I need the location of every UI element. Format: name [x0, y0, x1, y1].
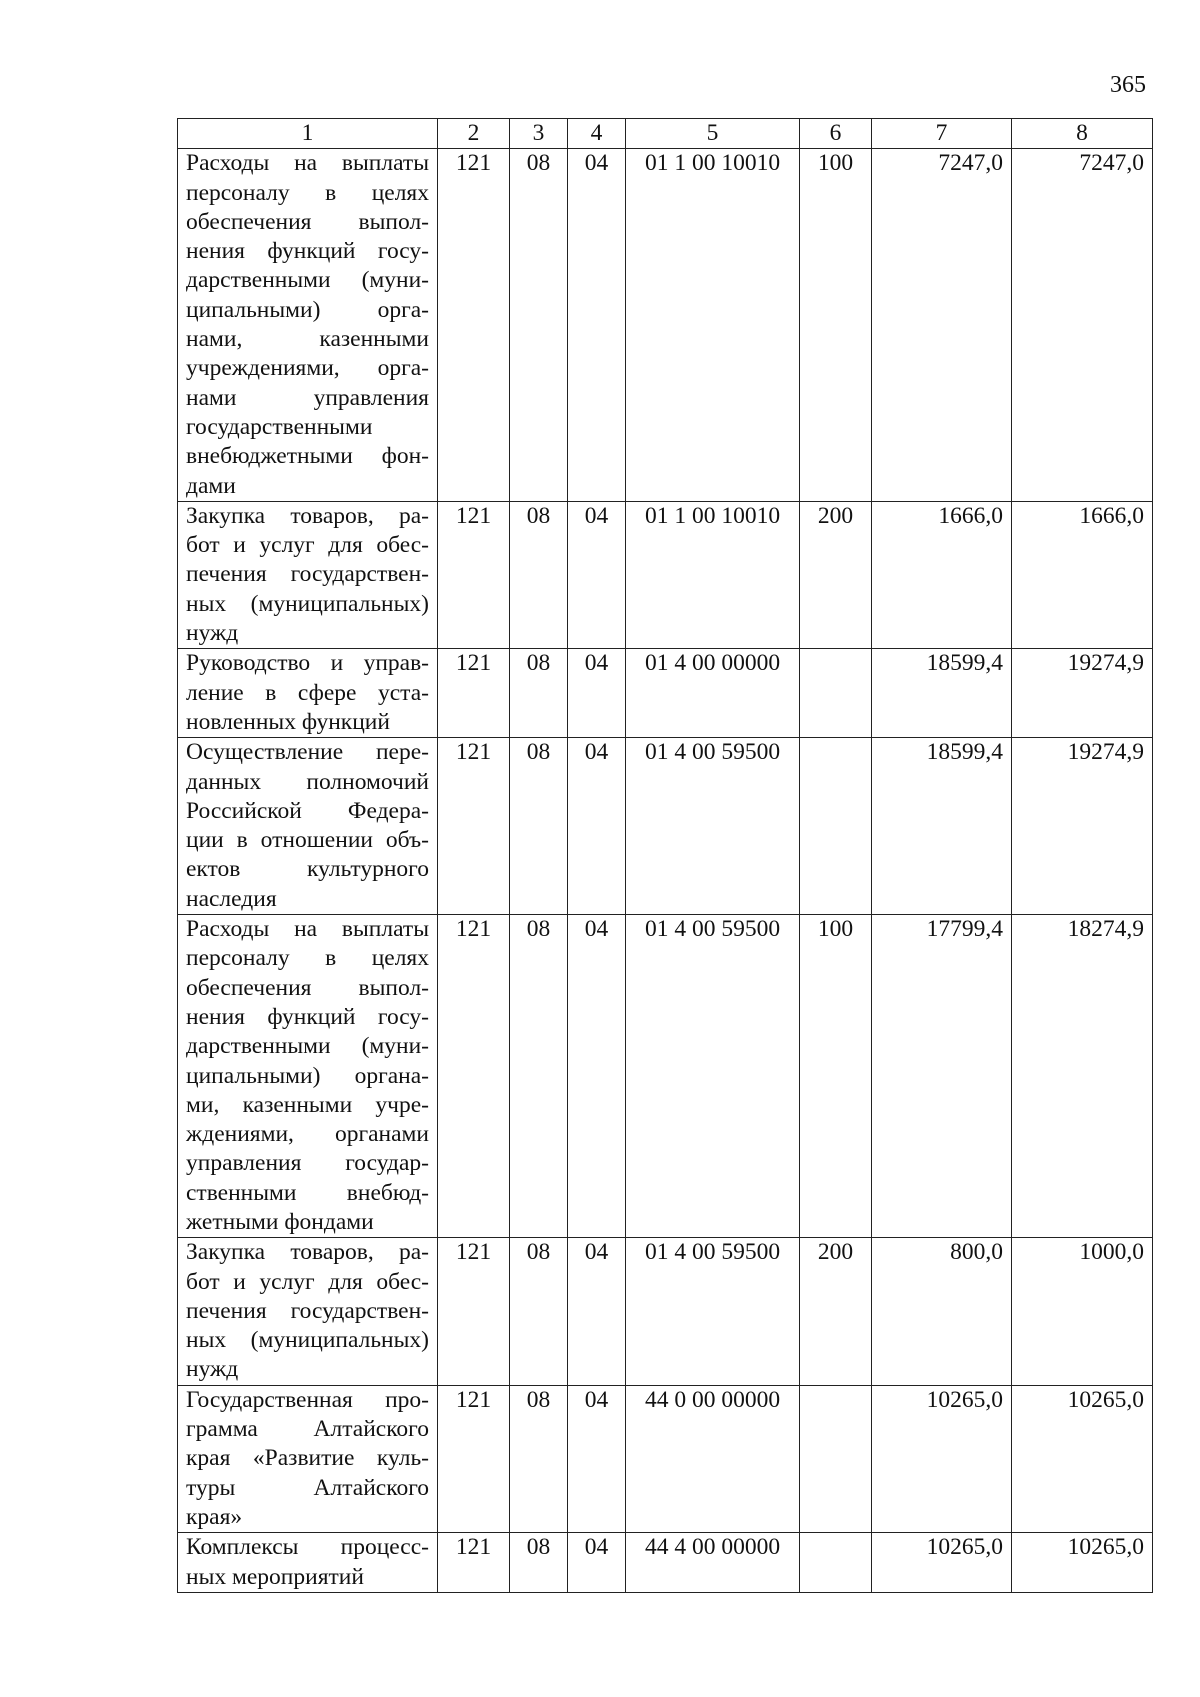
description-line: Комплексы процесс-	[186, 1534, 429, 1561]
table-row	[178, 649, 1153, 738]
description-line: Государственная про-	[186, 1386, 429, 1413]
section-cell: 08	[510, 649, 568, 738]
amount-cell-year2: 10265,0	[1012, 1385, 1153, 1532]
description-line: нами управления	[186, 384, 429, 411]
row-description	[178, 501, 438, 648]
code-cell: 121	[438, 149, 510, 502]
description-line: ление в сфере уста-	[186, 679, 429, 706]
description-line: печения государствен-	[186, 1297, 429, 1324]
description-line: нения функций госу-	[186, 1003, 429, 1030]
row-description	[178, 1385, 438, 1532]
amount-cell-year1: 18599,4	[872, 649, 1012, 738]
amount-cell-year2: 19274,9	[1012, 738, 1153, 915]
amount-cell-year1: 10265,0	[872, 1385, 1012, 1532]
description-line: нужд	[186, 1356, 239, 1383]
table-body	[178, 149, 1153, 1593]
description-line: жетными фондами	[186, 1208, 374, 1235]
target-article-cell: 01 1 00 10010	[626, 149, 800, 502]
description-line: ждениями, органами	[186, 1121, 429, 1148]
description-line: Осуществление пере-	[186, 739, 429, 766]
description-line: учреждениями, орга-	[186, 355, 429, 382]
table-row	[178, 149, 1153, 502]
expense-type-cell	[800, 738, 872, 915]
description-line: управления государ-	[186, 1150, 429, 1177]
section-cell: 08	[510, 738, 568, 915]
description-line: дарственными (муни-	[186, 267, 429, 294]
row-description	[178, 738, 438, 915]
row-description	[178, 149, 438, 502]
description-line: внебюджетными фон-	[186, 443, 429, 470]
description-line: Закупка товаров, ра-	[186, 502, 429, 529]
expense-type-cell: 100	[800, 915, 872, 1238]
amount-cell-year1: 18599,4	[872, 738, 1012, 915]
subsection-cell: 04	[568, 1238, 626, 1385]
amount-cell-year1: 1666,0	[872, 501, 1012, 648]
section-cell: 08	[510, 915, 568, 1238]
column-header: 7	[872, 119, 1012, 149]
description-line: края»	[186, 1503, 243, 1530]
target-article-cell: 44 4 00 00000	[626, 1533, 800, 1593]
column-header: 4	[568, 119, 626, 149]
subsection-cell: 04	[568, 738, 626, 915]
expense-type-cell	[800, 1533, 872, 1593]
description-line: Закупка товаров, ра-	[186, 1239, 429, 1266]
target-article-cell: 01 4 00 59500	[626, 915, 800, 1238]
description-line: наследия	[186, 885, 277, 912]
description-line: ных (муниципальных)	[186, 590, 429, 617]
code-cell: 121	[438, 1533, 510, 1593]
amount-cell-year1: 800,0	[872, 1238, 1012, 1385]
description-line: грамма Алтайского	[186, 1416, 429, 1443]
description-line: ных мероприятий	[186, 1563, 364, 1590]
amount-cell-year1: 7247,0	[872, 149, 1012, 502]
header-row	[178, 119, 1153, 149]
row-description	[178, 915, 438, 1238]
description-line: обеспечения выпол-	[186, 974, 429, 1001]
description-line: нения функций госу-	[186, 238, 429, 265]
description-line: бот и услуг для обес-	[186, 532, 429, 559]
subsection-cell: 04	[568, 915, 626, 1238]
target-article-cell: 01 4 00 59500	[626, 738, 800, 915]
page-number: 365	[1110, 72, 1146, 98]
column-header: 3	[510, 119, 568, 149]
code-cell: 121	[438, 649, 510, 738]
target-article-cell: 44 0 00 00000	[626, 1385, 800, 1532]
target-article-cell: 01 4 00 59500	[626, 1238, 800, 1385]
description-line: обеспечения выпол-	[186, 208, 429, 235]
code-cell: 121	[438, 501, 510, 648]
description-line: дарственными (муни-	[186, 1033, 429, 1060]
row-description	[178, 1533, 438, 1593]
description-line: Расходы на выплаты	[186, 150, 429, 177]
subsection-cell: 04	[568, 1533, 626, 1593]
amount-cell-year2: 18274,9	[1012, 915, 1153, 1238]
amount-cell-year1: 10265,0	[872, 1533, 1012, 1593]
amount-cell-year2: 1000,0	[1012, 1238, 1153, 1385]
amount-cell-year2: 10265,0	[1012, 1533, 1153, 1593]
expense-type-cell: 100	[800, 149, 872, 502]
description-line: нами, казенными	[186, 326, 429, 353]
section-cell: 08	[510, 501, 568, 648]
code-cell: 121	[438, 738, 510, 915]
row-description	[178, 1238, 438, 1385]
amount-cell-year2: 7247,0	[1012, 149, 1153, 502]
description-line: ции в отношении объ-	[186, 827, 429, 854]
amount-cell-year2: 1666,0	[1012, 501, 1153, 648]
description-line: Российской Федера-	[186, 797, 429, 824]
column-header: 2	[438, 119, 510, 149]
table-row	[178, 501, 1153, 648]
subsection-cell: 04	[568, 149, 626, 502]
description-line: Руководство и управ-	[186, 650, 429, 677]
description-line: ственными внебюд-	[186, 1179, 429, 1206]
code-cell: 121	[438, 1385, 510, 1532]
table-row	[178, 738, 1153, 915]
subsection-cell: 04	[568, 649, 626, 738]
target-article-cell: 01 1 00 10010	[626, 501, 800, 648]
description-line: ципальными) органа-	[186, 1062, 429, 1089]
expense-type-cell	[800, 1385, 872, 1532]
table-row	[178, 1385, 1153, 1532]
section-cell: 08	[510, 1238, 568, 1385]
section-cell: 08	[510, 1533, 568, 1593]
expense-type-cell: 200	[800, 501, 872, 648]
expense-type-cell: 200	[800, 1238, 872, 1385]
table-row	[178, 1238, 1153, 1385]
description-line: данных полномочий	[186, 768, 429, 795]
amount-cell-year1: 17799,4	[872, 915, 1012, 1238]
description-line: бот и услуг для обес-	[186, 1268, 429, 1295]
description-line: дами	[186, 472, 236, 499]
code-cell: 121	[438, 1238, 510, 1385]
column-header: 5	[626, 119, 800, 149]
description-line: ми, казенными учре-	[186, 1091, 429, 1118]
description-line: печения государствен-	[186, 561, 429, 588]
budget-table	[177, 118, 1153, 1593]
code-cell: 121	[438, 915, 510, 1238]
row-description	[178, 649, 438, 738]
subsection-cell: 04	[568, 501, 626, 648]
section-cell: 08	[510, 1385, 568, 1532]
table-row	[178, 1533, 1153, 1593]
table-row	[178, 915, 1153, 1238]
description-line: персоналу в целях	[186, 945, 429, 972]
target-article-cell: 01 4 00 00000	[626, 649, 800, 738]
column-header: 6	[800, 119, 872, 149]
column-header: 8	[1012, 119, 1153, 149]
description-line: Расходы на выплаты	[186, 916, 429, 943]
description-line: края «Развитие куль-	[186, 1445, 429, 1472]
description-line: ных (муниципальных)	[186, 1327, 429, 1354]
amount-cell-year2: 19274,9	[1012, 649, 1153, 738]
column-header: 1	[178, 119, 438, 149]
expense-type-cell	[800, 649, 872, 738]
description-line: персоналу в целях	[186, 179, 429, 206]
subsection-cell: 04	[568, 1385, 626, 1532]
description-line: ектов культурного	[186, 856, 429, 883]
description-line: новленных функций	[186, 708, 390, 735]
description-line: ципальными) орга-	[186, 296, 429, 323]
description-line: государственными	[186, 413, 373, 440]
section-cell: 08	[510, 149, 568, 502]
description-line: нужд	[186, 620, 239, 647]
description-line: туры Алтайского	[186, 1474, 429, 1501]
